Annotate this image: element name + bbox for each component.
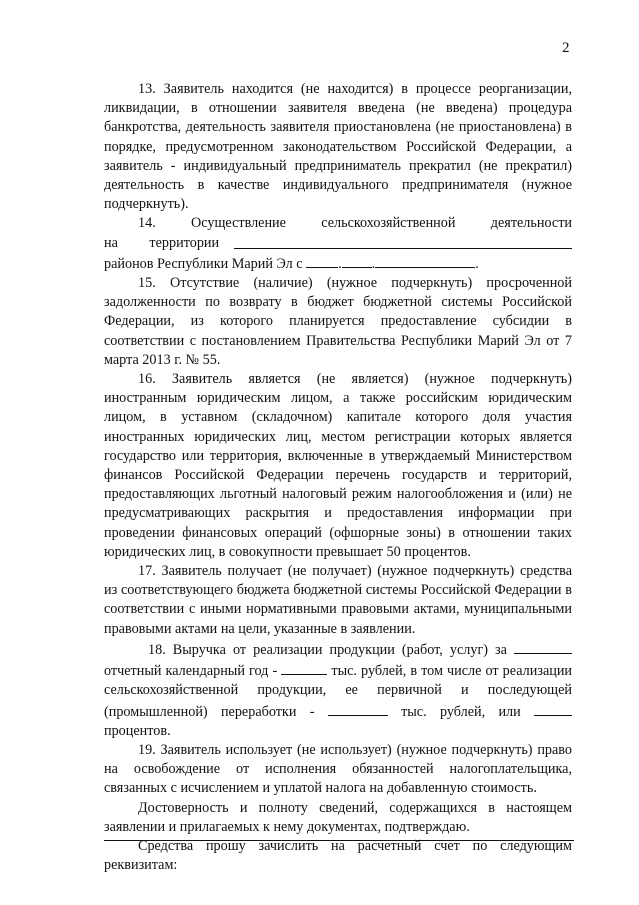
paragraph-account: Средства прошу зачислить на расчетный счет по следующим реквизитам: bbox=[104, 837, 572, 874]
paragraph-16: 16. Заявитель является (не является) (нужное подчеркнуть) иностранным юридическим лицом, а также российским юридическим лицом, в уставном (складочном) капитале которого доля участия иностранных юридических лиц, местом регистрации которых является государство или территория, включенные в утверждаемый Министерством финансов Российской Федерации перечень государств и территорий, предоставляющих льготный налоговый режим налогообложения и (или) не предусматривающих раскрытия и предоставления информации при проведении финансовых операций (офшорные зоны) в отношении таких юридических лиц, в совокупности превышает 50 процентов. bbox=[104, 371, 572, 560]
paragraph-14 bbox=[104, 214, 572, 274]
date-year-blank[interactable] bbox=[375, 253, 475, 268]
page-number: 2 bbox=[562, 40, 570, 56]
percent-blank[interactable] bbox=[534, 701, 572, 716]
p18-percent-text: процентов. bbox=[104, 722, 171, 739]
revenue-period-blank[interactable] bbox=[514, 639, 572, 654]
p14-line2 bbox=[104, 234, 572, 253]
paragraph-19: 19. Заявитель использует (не использует) (нужное подчеркнуть) право на освобождение от исполнения обязанностей налогоплательщика, связанных с исчислением и уплатой налога на добавленную стоимость. bbox=[104, 741, 572, 797]
p18-or-text: тыс. рублей, или bbox=[401, 703, 521, 720]
territory-blank[interactable] bbox=[234, 234, 572, 249]
date-month-blank[interactable] bbox=[342, 253, 372, 268]
p14-line3-text: районов Республики Марий Эл с bbox=[104, 255, 303, 272]
revenue-amount-blank[interactable] bbox=[281, 660, 327, 675]
paragraph-15: 15. Отсутствие (наличие) (нужное подчеркнуть) просроченной задолженности по возврату в бюджет бюджетной системы Российской Федерации, из которого планируется предоставление субсидии в соответствии с постановлением Правительства Республики Марий Эл от 7 марта 2013 г. № 55. bbox=[104, 275, 572, 368]
paragraph-18 bbox=[104, 639, 572, 741]
date-sep-2: . bbox=[371, 255, 376, 272]
p18-year-text: отчетный календарный год - bbox=[104, 663, 278, 680]
p14-line2-prefix: на территории bbox=[104, 234, 220, 251]
document-body bbox=[104, 80, 572, 875]
agri-revenue-blank[interactable] bbox=[328, 701, 388, 716]
p18-agri-text: тыс. рублей, в том числе от реализации сельскохозяйственной продукции, ее первичной и последующей (промышленной) переработки - bbox=[104, 663, 573, 720]
paragraph-accuracy: Достоверность и полноту сведений, содержащихся в настоящем заявлении и прилагаемых к нему документах, подтверждаю. bbox=[104, 799, 572, 835]
paragraph-17: 17. Заявитель получает (не получает) (нужное подчеркнуть) средства из соответствующего бюджета бюджетной системы Российской Федерации в соответствии с иными нормативными правовыми актами, муниципальными правовыми актами на цели, указанные в заявлении. bbox=[104, 563, 572, 637]
date-sep-1: . bbox=[338, 255, 342, 272]
p14-line3 bbox=[104, 253, 572, 274]
date-day-blank[interactable] bbox=[306, 253, 338, 268]
paragraph-13: 13. Заявитель находится (не находится) в процессе реорганизации, ликвидации, в отношении заявителя введена (не введена) процедура банкротства, деятельность заявителя приостановлена (не приостановлена) в порядке, предусмотренном законодательством Российской Федерации, а заявитель - индивидуальный предприниматель прекратил (не прекратил) деятельность в качестве индивидуального предпринимателя (нужное подчеркнуть). bbox=[104, 81, 572, 213]
p14-line1: 14. Осуществление сельскохозяйственной деятельности bbox=[138, 215, 572, 232]
p18-rest bbox=[104, 660, 572, 741]
account-details-line[interactable] bbox=[104, 840, 574, 841]
p18-line1 bbox=[104, 639, 572, 660]
date-end: . bbox=[475, 255, 479, 272]
p18-revenue-text: 18. Выручка от реализации продукции (работ, услуг) за bbox=[148, 641, 507, 658]
